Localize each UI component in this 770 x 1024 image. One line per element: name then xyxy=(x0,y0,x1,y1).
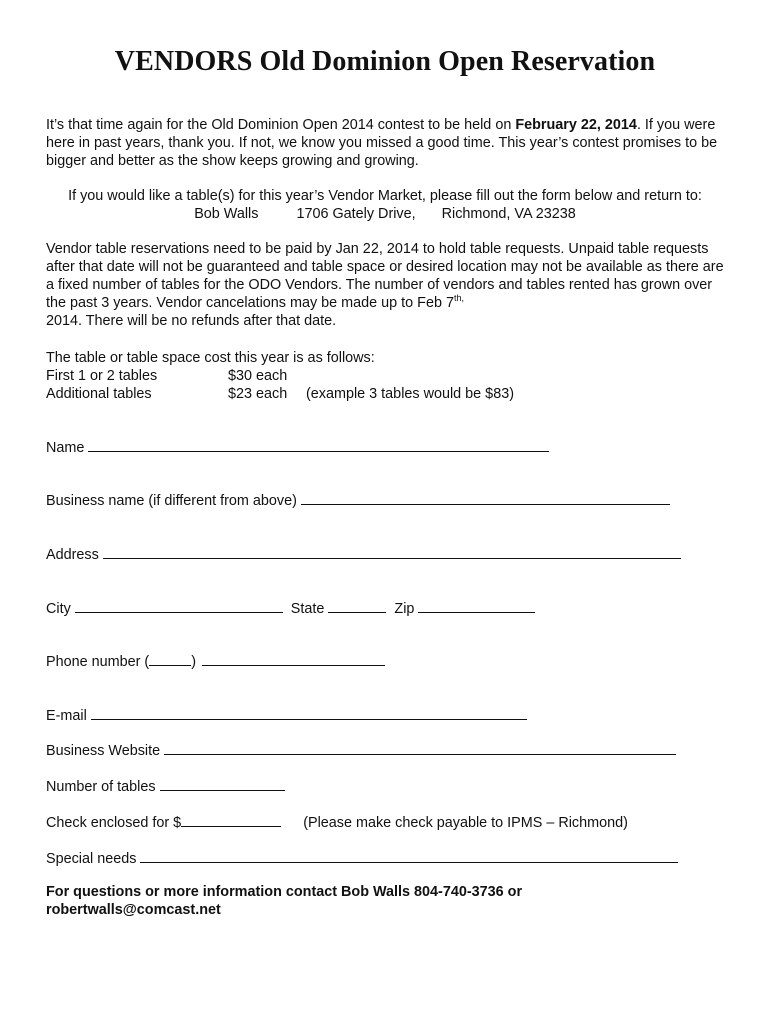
state-label: State xyxy=(290,601,325,617)
special-needs-label: Special needs xyxy=(46,851,137,867)
return-address xyxy=(40,205,730,223)
return-instructions: If you would like a table(s) for this year’s Vendor Market, please fill out the form below and return to: xyxy=(68,188,702,204)
city-state-zip-row xyxy=(46,598,535,618)
payment-note xyxy=(46,240,726,330)
state-input[interactable] xyxy=(328,598,386,613)
tables-label: Number of tables xyxy=(46,779,156,795)
website-input[interactable] xyxy=(164,740,676,755)
phone-label: Phone number ( xyxy=(46,654,150,670)
area-code-input[interactable] xyxy=(149,651,191,666)
website-label: Business Website xyxy=(46,743,161,759)
pricing-label: First 1 or 2 tables xyxy=(46,368,158,384)
pricing-section xyxy=(46,349,726,403)
return-city: Richmond, VA 23238 xyxy=(441,206,576,222)
pricing-price: $30 each xyxy=(228,368,288,384)
zip-label: Zip xyxy=(394,601,415,617)
check-payable-note: (Please make check payable to IPMS – Richmond) xyxy=(303,815,628,831)
phone-paren: ) xyxy=(191,654,196,670)
check-label: Check enclosed for $ xyxy=(46,815,182,831)
pricing-row xyxy=(46,385,726,403)
pricing-heading: The table or table space cost this year is as follows: xyxy=(46,350,375,366)
return-street: 1706 Gately Drive, xyxy=(296,206,416,222)
business-name-field-row xyxy=(46,490,670,510)
website-field-row xyxy=(46,740,676,760)
contest-date: February 22, 2014 xyxy=(515,117,637,133)
intro-text-start: It’s that time again for the Old Dominion Open 2014 contest to be held on xyxy=(46,117,516,133)
name-field-row xyxy=(46,437,549,457)
city-label: City xyxy=(46,601,71,617)
tables-input[interactable] xyxy=(160,776,285,791)
check-amount-input[interactable] xyxy=(181,812,281,827)
page-title: VENDORS Old Dominion Open Reservation xyxy=(114,46,656,77)
intro-text-end: . If you were here in past years, thank you. If not, we know you missed a good time. This year’s contest promises to be bigger and better as the show keeps growing and growing. xyxy=(46,117,718,169)
intro-paragraph xyxy=(46,116,726,170)
email-field-row xyxy=(46,705,527,725)
tables-field-row xyxy=(46,776,285,796)
pricing-label: Additional tables xyxy=(46,386,152,402)
contact-email: robertwalls@comcast.net xyxy=(46,902,221,918)
contact-info xyxy=(46,883,522,919)
name-input[interactable] xyxy=(88,437,549,452)
email-label: E-mail xyxy=(46,708,87,724)
payment-note-superscript: th, xyxy=(453,293,464,304)
business-name-label: Business name (if different from above) xyxy=(46,493,297,509)
pricing-price: $23 each xyxy=(228,386,288,402)
email-input[interactable] xyxy=(91,705,527,720)
contact-line: For questions or more information contact Bob Walls 804-740-3736 or xyxy=(46,884,523,900)
special-needs-input[interactable] xyxy=(140,848,678,863)
city-input[interactable] xyxy=(75,598,283,613)
payment-note-text: Vendor table reservations need to be paid by Jan 22, 2014 to hold table requests. Unpaid table requests after that date will not be guaranteed and table space or desired location may not be available as there are a fixed number of tables for the ODO Vendors. The number of vendors and tables rented has grown over the past 3 years. Vendor cancelations may be made up to Feb 7 xyxy=(46,241,724,311)
pricing-example: (example 3 tables would be $83) xyxy=(306,386,514,402)
payment-note-tail: 2014. There will be no refunds after that date. xyxy=(46,313,337,329)
return-to-block xyxy=(40,187,730,223)
special-needs-row xyxy=(46,848,678,868)
address-field-row xyxy=(46,544,681,564)
return-name: Bob Walls xyxy=(194,206,259,222)
phone-input[interactable] xyxy=(202,651,385,666)
zip-input[interactable] xyxy=(418,598,535,613)
check-field-row xyxy=(46,812,628,832)
pricing-row xyxy=(46,367,726,385)
address-input[interactable] xyxy=(103,544,681,559)
phone-field-row xyxy=(46,651,385,671)
name-label: Name xyxy=(46,440,85,456)
business-name-input[interactable] xyxy=(301,490,670,505)
address-label: Address xyxy=(46,547,99,563)
